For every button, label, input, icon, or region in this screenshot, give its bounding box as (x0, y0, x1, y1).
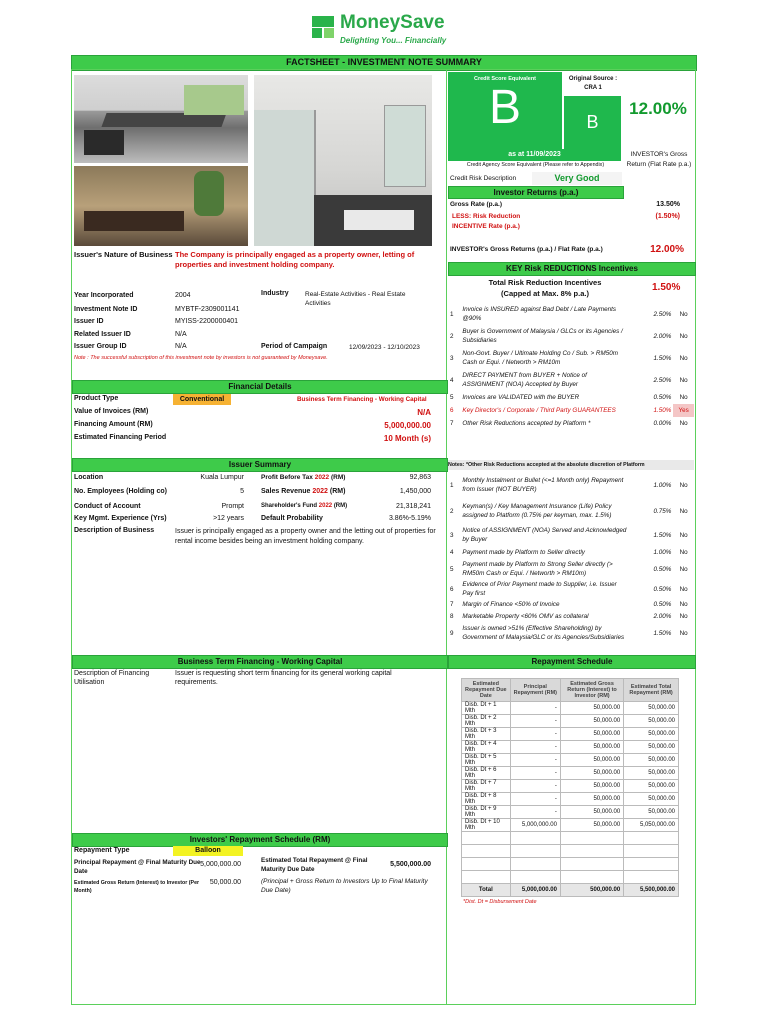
keyrisk-num: 5 (450, 394, 454, 401)
repayment-cell: 50,000.00 (560, 715, 623, 728)
repayment-total-cell: 500,000.00 (560, 884, 623, 897)
other-risk-text: Marketable Property <60% OMV as collateral (462, 612, 589, 620)
repayment-cell: Disb. Dt + 4 Mth (462, 741, 511, 754)
repayment-total-cell: 5,500,000.00 (624, 884, 679, 897)
amount-label: Financing Amount (RM) (74, 421, 153, 428)
sf-label: Shareholder's Fund 2022 (RM) (261, 503, 348, 509)
keyrisk-text: Other Risk Reductions accepted by Platform * (462, 420, 591, 427)
repayment-row (462, 793, 679, 806)
period-value: 12/09/2023 - 12/10/2023 (349, 344, 420, 351)
repayment-row (462, 767, 679, 780)
repayment-cell: Disb. Dt + 6 Mth (462, 767, 511, 780)
keyrisk-text: Non-Govt. Buyer / Ultimate Holding Co / Sub. > RM50m Cash or Equi. / Networth > RM10m (462, 350, 618, 366)
other-risk-yn: No (679, 481, 688, 489)
keyrisk-yn: No (679, 332, 688, 340)
repayment-blank-row (462, 832, 679, 845)
repayment-col-header: Estimated Gross Return (Interest) to Investor (RM) (560, 679, 623, 702)
group-value: N/A (175, 343, 187, 350)
repayment-cell (624, 871, 679, 884)
repayment-cell: - (510, 754, 560, 767)
less-label: LESS: Risk Reduction INCENTIVE Rate (p.a.) (452, 213, 521, 230)
other-risk-num: 4 (450, 548, 454, 556)
repayment-cell: 50,000.00 (560, 741, 623, 754)
other-risk-text: Payment made by Platform to Seller directly (462, 548, 585, 556)
source-grade-box (564, 96, 621, 149)
interest-label: Estimated Gross Return (Interest) to Investor (Per Month) (74, 880, 200, 894)
keyrisk-yn: No (679, 354, 688, 362)
repayment-cell (462, 845, 511, 858)
repayment-cell: - (510, 728, 560, 741)
net-rate-value: 12.00% (650, 244, 684, 255)
repayment-cell (624, 832, 679, 845)
credit-grade: B (488, 81, 521, 134)
repayment-cell: 50,000.00 (560, 767, 623, 780)
repayment-cell: 50,000.00 (624, 741, 679, 754)
repayment-cell: 50,000.00 (624, 767, 679, 780)
other-risk-num: 5 (450, 565, 454, 573)
keyrisk-row (448, 391, 694, 404)
reptype-label: Repayment Type (74, 847, 130, 854)
repayment-row (462, 715, 679, 728)
desc-value: Issuer is principally engaged as a property owner and the letting out of properties for rental income besides being an investment holding company. (175, 528, 436, 545)
keyrisk-text: DIRECT PAYMENT from BUYER + Notice of ASSIGNMENT (NOA) Accepted by Buyer (462, 372, 587, 388)
nature-label: Issuer's Nature of Business (74, 250, 173, 259)
other-risk-yn: No (679, 531, 688, 539)
year-value: 2004 (175, 292, 191, 299)
inv-schedule-header: Investors' Repayment Schedule (RM) (72, 833, 448, 847)
other-risk-yn: No (679, 585, 688, 593)
desc-label: Description of Business (74, 527, 155, 534)
other-risk-text: Payment made by Platform to Strong Seller directly (> RM50m Cash or Equi. / Networth > RM10m) (462, 561, 613, 577)
repayment-cell: 50,000.00 (560, 728, 623, 741)
other-risk-row (448, 610, 694, 622)
risk-desc-value: Very Good (532, 172, 622, 185)
summary-header: Issuer Summary (72, 458, 448, 472)
other-risk-yn: No (679, 548, 688, 556)
repayment-blank-row (462, 858, 679, 871)
repayment-cell: - (510, 780, 560, 793)
note-id-value: MYBTF-2309001141 (175, 306, 240, 313)
repayment-total-row (462, 884, 679, 897)
industry-label: Industry (261, 290, 289, 297)
other-risk-yn: No (679, 629, 688, 637)
keyrisk-text: Invoice is INSURED against Bad Debt / Late Payments @90% (462, 306, 617, 322)
keyrisk-row (448, 325, 694, 347)
repayment-cell: Disb. Dt + 9 Mth (462, 806, 511, 819)
disclaimer: Note : The successful subscription of this investment note by investors is not guaranteed by Moneysave. (74, 355, 328, 361)
repayment-row (462, 806, 679, 819)
repayment-cell (462, 858, 511, 871)
keyrisk-rate: 2.50% (653, 376, 672, 384)
principal-value: 5,000,000.00 (200, 861, 241, 868)
product-name: Business Term Financing - Working Capital (297, 396, 427, 403)
amount-value: 5,000,000.00 (384, 421, 431, 430)
keyrisk-num: 6 (450, 407, 454, 414)
office-photo-2 (74, 166, 248, 246)
btf-text: Issuer is requesting short term financing for its general working capital requirements. (175, 670, 392, 686)
repayment-cell: 50,000.00 (624, 806, 679, 819)
keyrisk-num: 1 (450, 310, 454, 318)
other-risk-row (448, 498, 694, 524)
as-at: as at 11/09/2023 (448, 149, 621, 161)
other-risk-num: 1 (450, 481, 454, 489)
other-risk-rate: 0.75% (653, 507, 672, 515)
product-label: Product Type (74, 395, 119, 402)
other-risk-table (448, 472, 694, 644)
dp-label: Default Probability (261, 515, 323, 522)
keyrisk-row (448, 347, 694, 369)
net-rate-label: INVESTOR's Gross Returns (p.a.) / Flat Rate (p.a.) (450, 246, 603, 253)
other-risk-num: 7 (450, 600, 454, 608)
keyrisk-total-label: Total Risk Reduction Incentives (Capped at Max. 8% p.a.) (488, 278, 602, 298)
other-risk-text: Notice of ASSIGNMENT (NOA) Served and Acknowledged by Buyer (462, 527, 627, 543)
repayment-total-cell: Total (462, 884, 511, 897)
gross-return-rate: 12.00% (629, 99, 687, 118)
other-risk-yn: No (679, 612, 688, 620)
less-value: (1.50%) (655, 213, 680, 220)
keyrisk-row (448, 417, 694, 430)
repayment-cell: - (510, 806, 560, 819)
repayment-cell: 50,000.00 (624, 728, 679, 741)
repayment-cell: 50,000.00 (624, 702, 679, 715)
repayment-cell: - (510, 767, 560, 780)
repayment-blank-row (462, 845, 679, 858)
product-value: Conventional (173, 394, 231, 405)
pbt-value: 92,863 (409, 474, 431, 481)
other-risk-rows (448, 472, 694, 644)
keyrisk-table (448, 303, 694, 430)
other-risk-text: Evidence of Prior Payment made to Supplier, i.e. Issuer Pay first (462, 581, 617, 597)
repayment-cell: 50,000.00 (560, 806, 623, 819)
repayment-row (462, 702, 679, 715)
rev-label: Sales Revenue 2022 (RM) (261, 488, 346, 495)
repayment-table (461, 678, 679, 897)
location-value: Kuala Lumpur (200, 474, 244, 481)
notes-label: Notes: *Other Risk Reductions accepted at the absolute discretion of Platform (448, 460, 694, 470)
conduct-label: Conduct of Account (74, 503, 141, 510)
repayment-cell: - (510, 793, 560, 806)
repayment-col-header: Estimated Repayment Due Date (462, 679, 511, 702)
related-label: Related Issuer ID (74, 331, 131, 338)
repayment-cell: - (510, 715, 560, 728)
other-risk-rate: 1.00% (653, 548, 672, 556)
repayment-header: Repayment Schedule (448, 655, 696, 669)
keyrisk-num: 7 (450, 420, 454, 427)
total-rep-label: Estimated Total Repayment @ Final Maturity Due Date (261, 857, 368, 873)
office-photo-1 (74, 75, 248, 163)
repayment-cell: 50,000.00 (560, 793, 623, 806)
gross-rate-value: 13.50% (656, 201, 680, 208)
rev-value: 1,450,000 (399, 488, 431, 495)
repayment-footnote: *Dist. Dt = Disbursement Date (463, 899, 537, 905)
repayment-cell (510, 845, 560, 858)
gross-rate-label: Gross Rate (p.a.) (450, 201, 503, 208)
repayment-header-row (462, 679, 679, 702)
emp-label: No. Employees (Holding co) (74, 488, 167, 495)
keyrisk-rate: 2.50% (653, 310, 672, 318)
repayment-cell: - (510, 741, 560, 754)
column-divider (446, 69, 447, 1005)
repayment-col-header: Estimated Total Repayment (RM) (624, 679, 679, 702)
principal-label: Principal Repayment @ Final Maturity Due Date (74, 859, 201, 875)
other-risk-row (448, 580, 694, 598)
repayment-row (462, 754, 679, 767)
repayment-cell: 50,000.00 (560, 754, 623, 767)
repayment-row (462, 819, 679, 832)
total-rep-value: 5,500,000.00 (390, 861, 431, 868)
repayment-row (462, 741, 679, 754)
invoice-value: N/A (417, 408, 431, 417)
other-risk-row (448, 472, 694, 498)
keyrisk-row (448, 369, 694, 391)
invoice-label: Value of Invoices (RM) (74, 408, 149, 415)
keyrisk-rate: 0.50% (653, 394, 672, 401)
year-label: Year Incorporated (74, 292, 134, 299)
exp-value: >12 years (213, 515, 244, 522)
other-risk-rate: 1.50% (653, 531, 672, 539)
repayment-cell (560, 832, 623, 845)
interest-value: 50,000.00 (209, 879, 241, 886)
other-risk-text: Issuer is owned >51% (Effective Shareholding) by Government of Malaysia/GLC or its Agencies/Subsidiaries (462, 625, 625, 641)
issuer-id-value: MYISS-2200000401 (175, 318, 239, 325)
repayment-cell: Disb. Dt + 10 Mth (462, 819, 511, 832)
keyrisk-yn: No (679, 310, 688, 318)
nature-text: The Company is principally engaged as a property owner, letting of properties and investment holding company. (175, 250, 415, 269)
repayment-cell: Disb. Dt + 7 Mth (462, 780, 511, 793)
other-risk-rate: 1.50% (653, 629, 672, 637)
logo-mark-icon (312, 16, 334, 38)
repayment-cell: 50,000.00 (624, 754, 679, 767)
repayment-cell (510, 832, 560, 845)
other-risk-num: 2 (450, 507, 454, 515)
other-risk-rate: 0.50% (653, 585, 672, 593)
repayment-cell: Disb. Dt + 2 Mth (462, 715, 511, 728)
agency-note: Credit Agency Score Equivalent (Please refer to Appendix) (466, 162, 605, 168)
office-photo-3 (254, 75, 432, 246)
source-label: Original Source : CRA 1 (568, 76, 618, 91)
repayment-cell (510, 871, 560, 884)
repayment-cell (624, 845, 679, 858)
industry-value: Real-Estate Activities - Real Estate Activities (305, 291, 406, 307)
btf-header: Business Term Financing - Working Capital (72, 655, 448, 669)
repayment-cell (462, 832, 511, 845)
other-risk-num: 3 (450, 531, 454, 539)
repayment-cell: 50,000.00 (624, 793, 679, 806)
keyrisk-num: 2 (450, 332, 454, 340)
issuer-id-label: Issuer ID (74, 318, 104, 325)
repayment-cell: Disb. Dt + 5 Mth (462, 754, 511, 767)
fperiod-value: 10 Month (s) (383, 434, 431, 443)
other-risk-row (448, 546, 694, 558)
repayment-row (462, 728, 679, 741)
repayment-cell (560, 845, 623, 858)
other-risk-num: 8 (450, 612, 454, 620)
repayment-cell (510, 858, 560, 871)
total-rep-note: (Principal + Gross Return to Investors Up to Final Maturity Due Date) (261, 878, 428, 894)
other-risk-yn: No (679, 507, 688, 515)
other-risk-num: 9 (450, 629, 454, 637)
other-risk-num: 6 (450, 585, 454, 593)
repayment-row (462, 780, 679, 793)
logo (312, 14, 462, 48)
fperiod-label: Estimated Financing Period (74, 434, 167, 441)
repayment-cell: 50,000.00 (560, 819, 623, 832)
reptype-value: Balloon (173, 846, 243, 856)
pbt-label: Profit Before Tax 2022 (RM) (261, 474, 346, 481)
other-risk-text: Monthly Instalment or Bullet (<=1 Month only) Repayment from Issuer (NOT BUYER) (462, 477, 624, 493)
keyrisk-row (448, 303, 694, 325)
exp-label: Key Mgmt. Experience (Yrs) (74, 515, 167, 522)
keyrisk-text: Invoices are VALIDATED with the BUYER (462, 394, 580, 401)
emp-value: 5 (240, 488, 244, 495)
keyrisk-rate: 0.00% (653, 420, 672, 427)
other-risk-row (448, 558, 694, 580)
repayment-col-header: Principal Repayment (RM) (510, 679, 560, 702)
keyrisk-total-value: 1.50% (652, 282, 681, 293)
btf-label: Description of Financing Utilisation (74, 670, 150, 686)
source-grade: B (586, 112, 599, 132)
other-risk-row (448, 622, 694, 644)
keyrisk-text: Buyer is Government of Malaysia / GLCs or its Agencies / Subsidiaries (462, 328, 623, 344)
repayment-cell (462, 871, 511, 884)
other-risk-text: Keyman(s) / Key Management Insurance (Life) Policy assigned to Platform (0.75% per keyman, max. 1.5%) (462, 503, 612, 519)
repayment-cell: 50,000.00 (560, 702, 623, 715)
repayment-cell: 5,000,000.00 (510, 819, 560, 832)
other-risk-rate: 0.50% (653, 565, 672, 573)
other-risk-yn: No (679, 565, 688, 573)
keyrisk-yn: No (679, 420, 688, 427)
keyrisk-yn: Yes (673, 404, 694, 417)
keyrisk-rate: 1.50% (653, 354, 672, 362)
note-id-label: Investment Note ID (74, 306, 138, 313)
repayment-blank-row (462, 871, 679, 884)
period-label: Period of Campaign (261, 343, 328, 350)
sf-value: 21,318,241 (395, 503, 431, 510)
keyrisk-header: KEY Risk REDUCTIONS Incentives (448, 262, 696, 276)
logo-name: MoneySave (340, 12, 445, 33)
returns-header: Investor Returns (p.a.) (448, 186, 624, 199)
financial-header: Financial Details (72, 380, 448, 394)
keyrisk-row (448, 404, 694, 417)
keyrisk-rate: 2.00% (653, 332, 672, 340)
repayment-cell: - (510, 702, 560, 715)
location-label: Location (74, 474, 104, 481)
other-risk-rate: 0.50% (653, 600, 672, 608)
repayment-cell (624, 858, 679, 871)
group-label: Issuer Group ID (74, 343, 127, 350)
repayment-rows (462, 702, 679, 897)
repayment-cell (560, 871, 623, 884)
other-risk-yn: No (679, 600, 688, 608)
keyrisk-yn: No (679, 376, 688, 384)
repayment-cell (560, 858, 623, 871)
credit-score-box (448, 72, 562, 149)
other-risk-row (448, 598, 694, 610)
other-risk-row (448, 524, 694, 546)
credit-score-label: Credit Score Equivalent (473, 76, 537, 82)
page-title: FACTSHEET - INVESTMENT NOTE SUMMARY (71, 55, 697, 71)
repayment-cell: 50,000.00 (560, 780, 623, 793)
repayment-cell: Disb. Dt + 3 Mth (462, 728, 511, 741)
keyrisk-yn: No (679, 394, 688, 401)
repayment-cell: 50,000.00 (624, 715, 679, 728)
other-risk-rate: 1.00% (653, 481, 672, 489)
keyrisk-rate: 1.50% (653, 407, 672, 414)
other-risk-rate: 2.00% (653, 612, 672, 620)
repayment-cell: 5,050,000.00 (624, 819, 679, 832)
keyrisk-num: 4 (450, 376, 454, 384)
other-risk-text: Margin of Finance <50% of Invoice (462, 600, 560, 608)
repayment-cell: 50,000.00 (624, 780, 679, 793)
dp-value: 3.86%-5.19% (388, 515, 431, 522)
related-value: N/A (175, 331, 187, 338)
gross-return-label: INVESTOR's Gross Return (Flat Rate p.a.) (626, 151, 692, 168)
keyrisk-text: Key Director's / Corporate / Third Party GUARANTEES (462, 407, 616, 414)
repayment-total-cell: 5,000,000.00 (510, 884, 560, 897)
keyrisk-num: 3 (450, 354, 454, 362)
keyrisk-rows (448, 303, 694, 430)
conduct-value: Prompt (221, 503, 244, 510)
repayment-cell: Disb. Dt + 1 Mth (462, 702, 511, 715)
logo-tagline: Delighting You... Financially (340, 36, 447, 45)
repayment-cell: Disb. Dt + 8 Mth (462, 793, 511, 806)
risk-desc-label: Credit Risk Description (450, 175, 517, 182)
